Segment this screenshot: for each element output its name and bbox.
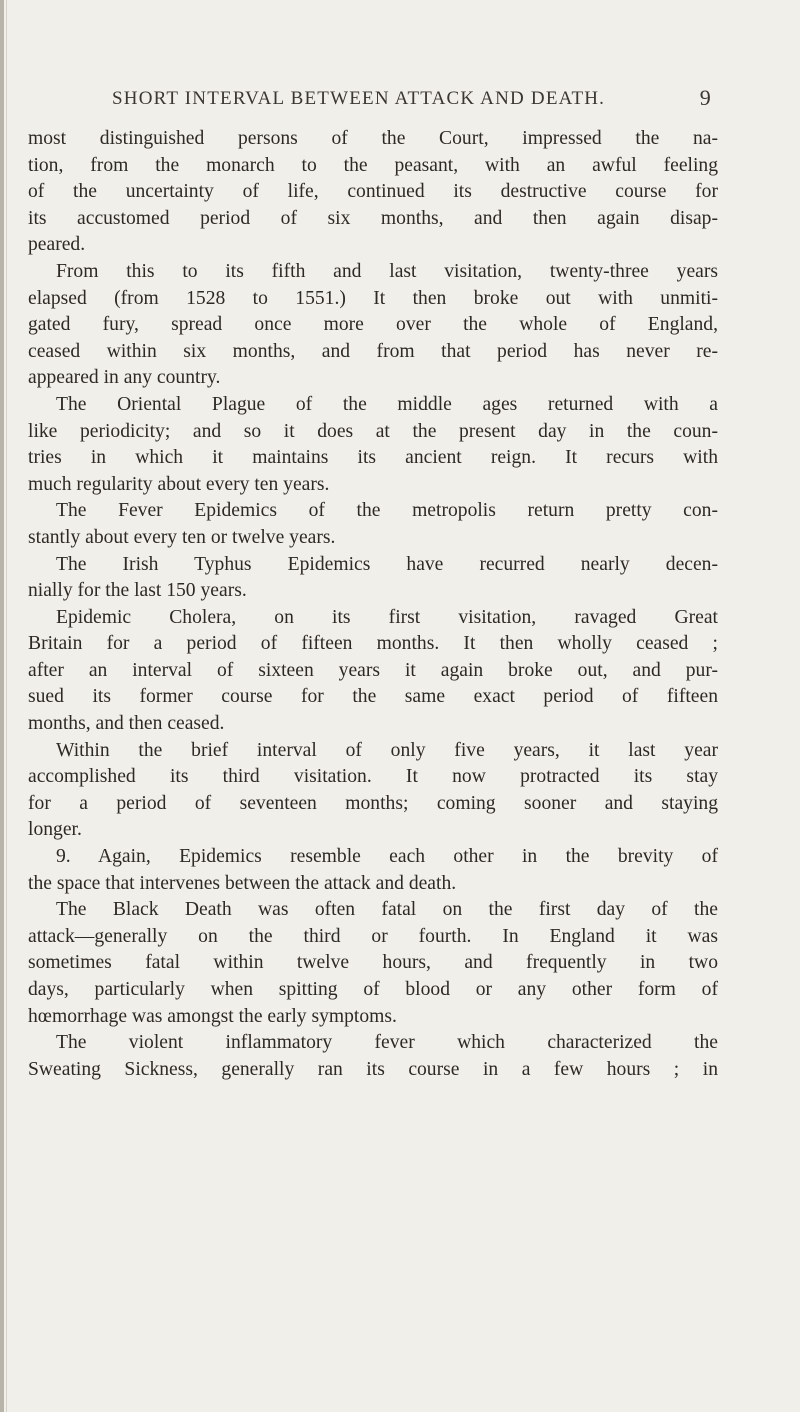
paragraph xyxy=(28,738,718,844)
page-number: 9 xyxy=(699,85,712,110)
text-line: months, and then ceased. xyxy=(28,713,225,735)
paragraph xyxy=(28,126,718,259)
text-line: like periodicity; and so it does at the present day in the coun- xyxy=(28,420,718,442)
text-line: hœmorrhage was amongst the early symptoms. xyxy=(28,1005,397,1027)
text-line: attack—generally on the third or fourth. In England it was xyxy=(28,925,718,947)
running-head xyxy=(112,85,712,116)
text-line: of the uncertainty of life, continued its destructive course for xyxy=(28,181,718,203)
paragraph xyxy=(28,498,718,551)
text-line: elapsed (from 1528 to 1551.) It then broke out with unmiti- xyxy=(28,287,718,309)
text-line: most distinguished persons of the Court, impressed the na- xyxy=(28,128,718,149)
paragraph xyxy=(28,844,718,897)
text-line: The Irish Typhus Epidemics have recurred nearly decen- xyxy=(56,553,718,575)
text-line: accomplished its third visitation. It now protracted its stay xyxy=(28,766,718,788)
text-line: nially for the last 150 years. xyxy=(28,580,247,602)
text-line: gated fury, spread once more over the whole of England, xyxy=(28,314,718,336)
paragraph xyxy=(28,1030,718,1083)
page-edge-line xyxy=(6,0,7,1412)
text-line: tries in which it maintains its ancient reign. It recurs with xyxy=(28,447,718,469)
text-line: Epidemic Cholera, on its first visitation, ravaged Great xyxy=(56,606,718,628)
text-line: longer. xyxy=(28,819,82,841)
page-edge-shadow xyxy=(0,0,4,1412)
text-line: Within the brief interval of only five years, it last year xyxy=(56,739,718,761)
text-line: for a period of seventeen months; coming sooner and staying xyxy=(28,792,718,814)
text-line: The Black Death was often fatal on the first day of the xyxy=(56,899,718,921)
text-line: stantly about every ten or twelve years. xyxy=(28,526,336,548)
text-line: The Oriental Plague of the middle ages returned with a xyxy=(56,393,718,415)
text-line: Britain for a period of fifteen months. It then wholly ceased ; xyxy=(28,633,718,655)
running-head-title: SHORT INTERVAL BETWEEN ATTACK AND DEATH. xyxy=(112,88,606,109)
paragraph xyxy=(28,552,718,605)
text-line: From this to its fifth and last visitation, twenty-three years xyxy=(56,260,718,282)
body-text xyxy=(28,126,718,1083)
text-line: days, particularly when spitting of blood or any other form of xyxy=(28,979,718,1000)
paragraph xyxy=(28,259,718,392)
paragraph xyxy=(28,897,718,1030)
text-line: much regularity about every ten years. xyxy=(28,473,330,495)
text-line: The violent inflammatory fever which characterized the xyxy=(56,1032,718,1054)
text-line: after an interval of sixteen years it again broke out, and pur- xyxy=(28,659,718,681)
paragraph xyxy=(28,605,718,738)
text-line: the space that intervenes between the attack and death. xyxy=(28,872,457,894)
text-line: ceased within six months, and from that period has never re- xyxy=(28,340,718,362)
text-line: its accustomed period of six months, and then again disap- xyxy=(28,207,718,229)
text-line: sued its former course for the same exact period of fifteen xyxy=(28,686,718,708)
text-line: appeared in any country. xyxy=(28,367,221,389)
text-line: The Fever Epidemics of the metropolis return pretty con- xyxy=(56,500,718,522)
text-line: sometimes fatal within twelve hours, and frequently in two xyxy=(28,952,718,974)
paragraph xyxy=(28,392,718,498)
text-line: tion, from the monarch to the peasant, with an awful feeling xyxy=(28,154,718,176)
text-line: peared. xyxy=(28,234,86,256)
text-line: 9. Again, Epidemics resemble each other in the brevity of xyxy=(56,846,718,868)
text-line: Sweating Sickness, generally ran its course in a few hours ; in xyxy=(28,1058,718,1080)
